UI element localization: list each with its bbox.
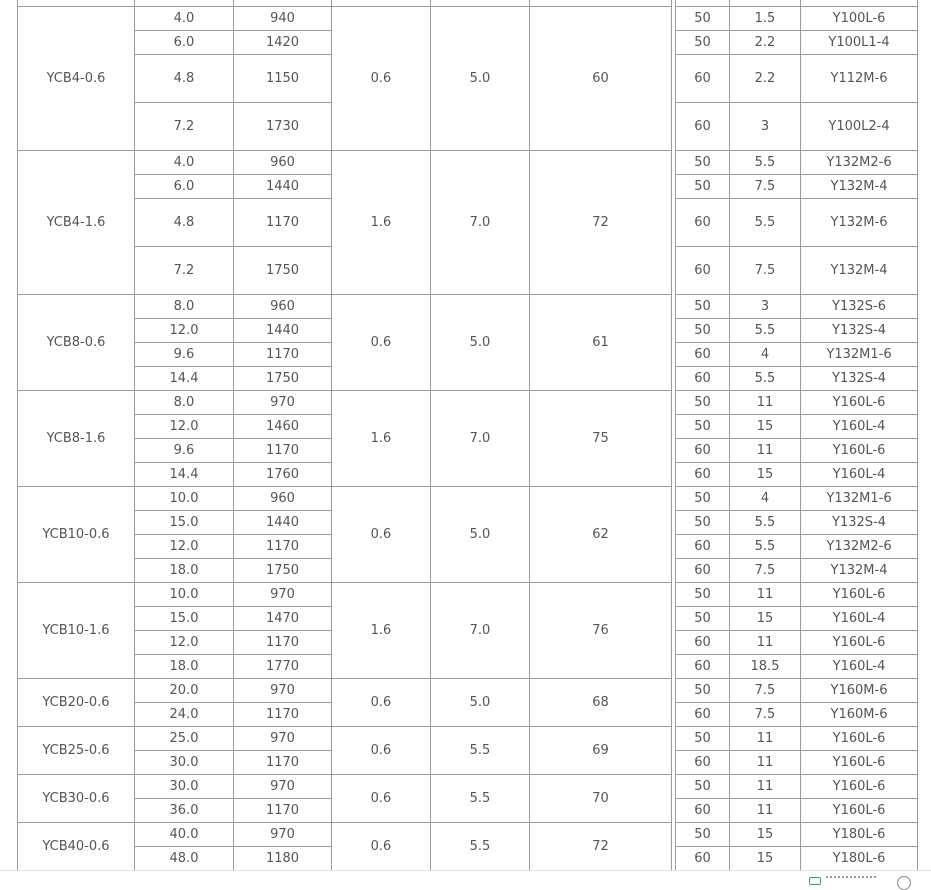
power-cell: 15 (730, 847, 801, 871)
power-cell: 4 (730, 487, 801, 511)
flow-cell: 6.0 (135, 175, 234, 199)
power-cell: 15 (730, 463, 801, 487)
suction-cell: 7.0 (431, 583, 530, 679)
frequency-cell: 50 (676, 727, 730, 751)
speed-cell: 960 (234, 487, 332, 511)
table-row (18, 679, 918, 703)
power-cell: 11 (730, 799, 801, 823)
power-cell: 15 (730, 823, 801, 847)
model-cell: YCB8-0.6 (18, 295, 135, 391)
bottom-toolbar (0, 870, 931, 883)
suction-cell: 7.0 (431, 151, 530, 295)
pressure-cell: 0.6 (332, 823, 431, 871)
frequency-cell: 50 (676, 295, 730, 319)
flow-cell: 7.2 (135, 103, 234, 151)
frequency-cell: 60 (676, 463, 730, 487)
noise-cell: 62 (530, 487, 672, 583)
circle-icon (897, 876, 911, 890)
frequency-cell: 60 (676, 103, 730, 151)
speed-cell: 1170 (234, 439, 332, 463)
flow-cell: 30.0 (135, 751, 234, 775)
motor-model-cell: Y180L-6 (801, 823, 918, 847)
table-row (18, 295, 918, 319)
pressure-cell: 0.6 (332, 775, 431, 823)
motor-model-cell: Y160L-4 (801, 415, 918, 439)
noise-cell: 72 (530, 151, 672, 295)
motor-model-cell: Y132M-4 (801, 559, 918, 583)
speed-cell: 1750 (234, 367, 332, 391)
power-cell: 11 (730, 751, 801, 775)
motor-model-cell: Y160L-6 (801, 439, 918, 463)
speed-cell: 960 (234, 295, 332, 319)
flow-cell: 14.4 (135, 463, 234, 487)
motor-model-cell: Y100L2-4 (801, 103, 918, 151)
motor-model-cell: Y160L-6 (801, 583, 918, 607)
frequency-cell: 50 (676, 511, 730, 535)
flow-cell: 25.0 (135, 727, 234, 751)
frequency-cell: 50 (676, 7, 730, 31)
suction-cell: 5.0 (431, 7, 530, 151)
speed-cell: 970 (234, 775, 332, 799)
pressure-cell: 0.6 (332, 679, 431, 727)
noise-cell: 70 (530, 775, 672, 823)
motor-model-cell: Y132M2-6 (801, 535, 918, 559)
model-cell: YCB8-1.6 (18, 391, 135, 487)
table-row (18, 487, 918, 511)
motor-model-cell: Y160L-6 (801, 799, 918, 823)
speed-cell: 1150 (234, 55, 332, 103)
frequency-cell: 60 (676, 655, 730, 679)
speed-cell: 1750 (234, 247, 332, 295)
suction-cell: 5.5 (431, 727, 530, 775)
speed-cell: 1170 (234, 343, 332, 367)
flow-cell: 15.0 (135, 607, 234, 631)
flow-cell: 8.0 (135, 295, 234, 319)
pressure-cell: 0.6 (332, 487, 431, 583)
motor-model-cell: Y100L-6 (801, 7, 918, 31)
speed-cell: 960 (234, 151, 332, 175)
table-row (18, 583, 918, 607)
power-cell: 3 (730, 295, 801, 319)
power-cell: 1.5 (730, 7, 801, 31)
speed-cell: 1730 (234, 103, 332, 151)
table-row (18, 151, 918, 175)
motor-model-cell: Y160L-6 (801, 727, 918, 751)
flow-cell: 12.0 (135, 319, 234, 343)
noise-cell: 61 (530, 295, 672, 391)
motor-model-cell: Y180L-6 (801, 847, 918, 871)
truncated-label (826, 876, 876, 882)
speed-cell: 970 (234, 823, 332, 847)
flow-cell: 4.8 (135, 55, 234, 103)
flow-cell: 4.8 (135, 199, 234, 247)
speed-cell: 970 (234, 583, 332, 607)
flow-cell: 10.0 (135, 583, 234, 607)
flow-cell: 12.0 (135, 535, 234, 559)
frequency-cell: 60 (676, 199, 730, 247)
flow-cell: 8.0 (135, 391, 234, 415)
noise-cell: 60 (530, 7, 672, 151)
suction-cell: 7.0 (431, 391, 530, 487)
flow-cell: 10.0 (135, 487, 234, 511)
motor-model-cell: Y132M-6 (801, 199, 918, 247)
frequency-cell: 50 (676, 319, 730, 343)
frequency-cell: 50 (676, 607, 730, 631)
frequency-cell: 50 (676, 775, 730, 799)
motor-model-cell: Y160L-6 (801, 391, 918, 415)
frequency-cell: 60 (676, 367, 730, 391)
power-cell: 2.2 (730, 55, 801, 103)
model-cell: YCB20-0.6 (18, 679, 135, 727)
flow-cell: 6.0 (135, 31, 234, 55)
frequency-cell: 50 (676, 415, 730, 439)
motor-model-cell: Y132M-4 (801, 247, 918, 295)
motor-model-cell: Y132S-4 (801, 367, 918, 391)
motor-model-cell: Y132S-4 (801, 319, 918, 343)
speed-cell: 1440 (234, 319, 332, 343)
model-cell: YCB30-0.6 (18, 775, 135, 823)
speed-cell: 1760 (234, 463, 332, 487)
motor-model-cell: Y160L-6 (801, 631, 918, 655)
frequency-cell: 60 (676, 343, 730, 367)
flow-cell: 30.0 (135, 775, 234, 799)
speed-cell: 970 (234, 727, 332, 751)
speed-cell: 1460 (234, 415, 332, 439)
flow-cell: 40.0 (135, 823, 234, 847)
power-cell: 7.5 (730, 703, 801, 727)
table-row (18, 823, 918, 847)
flow-cell: 12.0 (135, 415, 234, 439)
power-cell: 11 (730, 775, 801, 799)
suction-cell: 5.5 (431, 775, 530, 823)
power-cell: 7.5 (730, 175, 801, 199)
flow-cell: 48.0 (135, 847, 234, 871)
speed-cell: 1470 (234, 607, 332, 631)
power-cell: 7.5 (730, 247, 801, 295)
frequency-cell: 50 (676, 175, 730, 199)
speed-cell: 970 (234, 391, 332, 415)
frequency-cell: 60 (676, 535, 730, 559)
motor-model-cell: Y132M1-6 (801, 487, 918, 511)
motor-model-cell: Y160M-6 (801, 703, 918, 727)
table-row (18, 727, 918, 751)
frequency-cell: 60 (676, 631, 730, 655)
frequency-cell: 60 (676, 703, 730, 727)
frequency-cell: 60 (676, 559, 730, 583)
pressure-cell: 0.6 (332, 727, 431, 775)
power-cell: 11 (730, 583, 801, 607)
flow-cell: 14.4 (135, 367, 234, 391)
frequency-cell: 50 (676, 31, 730, 55)
model-cell: YCB25-0.6 (18, 727, 135, 775)
speed-cell: 1440 (234, 511, 332, 535)
flow-cell: 24.0 (135, 703, 234, 727)
model-cell: YCB4-0.6 (18, 7, 135, 151)
motor-model-cell: Y160L-6 (801, 775, 918, 799)
motor-model-cell: Y132M1-6 (801, 343, 918, 367)
motor-model-cell: Y132M2-6 (801, 151, 918, 175)
noise-cell: 76 (530, 583, 672, 679)
power-cell: 15 (730, 415, 801, 439)
noise-cell: 68 (530, 679, 672, 727)
noise-cell: 72 (530, 823, 672, 871)
power-cell: 11 (730, 391, 801, 415)
flow-cell: 36.0 (135, 799, 234, 823)
frequency-cell: 50 (676, 151, 730, 175)
table-row (18, 391, 918, 415)
model-cell: YCB4-1.6 (18, 151, 135, 295)
frequency-cell: 60 (676, 847, 730, 871)
motor-model-cell: Y100L1-4 (801, 31, 918, 55)
flow-cell: 9.6 (135, 439, 234, 463)
pump-spec-table (17, 0, 918, 871)
motor-model-cell: Y132S-4 (801, 511, 918, 535)
speed-cell: 1440 (234, 175, 332, 199)
flow-cell: 20.0 (135, 679, 234, 703)
power-cell: 5.5 (730, 319, 801, 343)
power-cell: 5.5 (730, 535, 801, 559)
table-row (18, 775, 918, 799)
noise-cell: 75 (530, 391, 672, 487)
speed-cell: 970 (234, 679, 332, 703)
flow-cell: 15.0 (135, 511, 234, 535)
speed-cell: 1170 (234, 631, 332, 655)
speed-cell: 940 (234, 7, 332, 31)
motor-model-cell: Y112M-6 (801, 55, 918, 103)
pressure-cell: 1.6 (332, 391, 431, 487)
motor-model-cell: Y160L-6 (801, 751, 918, 775)
motor-model-cell: Y160L-4 (801, 607, 918, 631)
frequency-cell: 60 (676, 55, 730, 103)
power-cell: 5.5 (730, 151, 801, 175)
flow-cell: 18.0 (135, 559, 234, 583)
power-cell: 5.5 (730, 199, 801, 247)
flow-cell: 7.2 (135, 247, 234, 295)
pressure-cell: 0.6 (332, 7, 431, 151)
frequency-cell: 50 (676, 679, 730, 703)
speed-cell: 1750 (234, 559, 332, 583)
speed-cell: 1170 (234, 199, 332, 247)
speed-cell: 1170 (234, 535, 332, 559)
speed-cell: 1170 (234, 703, 332, 727)
motor-model-cell: Y132S-6 (801, 295, 918, 319)
model-cell: YCB10-0.6 (18, 487, 135, 583)
flow-cell: 4.0 (135, 151, 234, 175)
flow-cell: 9.6 (135, 343, 234, 367)
suction-cell: 5.0 (431, 295, 530, 391)
power-cell: 15 (730, 607, 801, 631)
flow-cell: 4.0 (135, 7, 234, 31)
pressure-cell: 1.6 (332, 583, 431, 679)
power-cell: 7.5 (730, 559, 801, 583)
screen-icon (809, 877, 821, 885)
frequency-cell: 50 (676, 487, 730, 511)
power-cell: 2.2 (730, 31, 801, 55)
frequency-cell: 50 (676, 583, 730, 607)
motor-model-cell: Y160L-4 (801, 463, 918, 487)
suction-cell: 5.0 (431, 487, 530, 583)
speed-cell: 1180 (234, 847, 332, 871)
power-cell: 18.5 (730, 655, 801, 679)
speed-cell: 1170 (234, 799, 332, 823)
frequency-cell: 60 (676, 439, 730, 463)
model-cell: YCB10-1.6 (18, 583, 135, 679)
frequency-cell: 50 (676, 391, 730, 415)
noise-cell: 69 (530, 727, 672, 775)
power-cell: 5.5 (730, 367, 801, 391)
power-cell: 11 (730, 439, 801, 463)
pressure-cell: 1.6 (332, 151, 431, 295)
frequency-cell: 60 (676, 247, 730, 295)
pressure-cell: 0.6 (332, 295, 431, 391)
speed-cell: 1170 (234, 751, 332, 775)
power-cell: 11 (730, 727, 801, 751)
frequency-cell: 50 (676, 823, 730, 847)
frequency-cell: 60 (676, 751, 730, 775)
model-cell: YCB40-0.6 (18, 823, 135, 871)
speed-cell: 1770 (234, 655, 332, 679)
power-cell: 11 (730, 631, 801, 655)
power-cell: 5.5 (730, 511, 801, 535)
motor-model-cell: Y132M-4 (801, 175, 918, 199)
power-cell: 7.5 (730, 679, 801, 703)
flow-cell: 12.0 (135, 631, 234, 655)
suction-cell: 5.0 (431, 679, 530, 727)
table-row (18, 7, 918, 31)
speed-cell: 1420 (234, 31, 332, 55)
power-cell: 4 (730, 343, 801, 367)
suction-cell: 5.5 (431, 823, 530, 871)
frequency-cell: 60 (676, 799, 730, 823)
flow-cell: 18.0 (135, 655, 234, 679)
motor-model-cell: Y160L-4 (801, 655, 918, 679)
motor-model-cell: Y160M-6 (801, 679, 918, 703)
power-cell: 3 (730, 103, 801, 151)
